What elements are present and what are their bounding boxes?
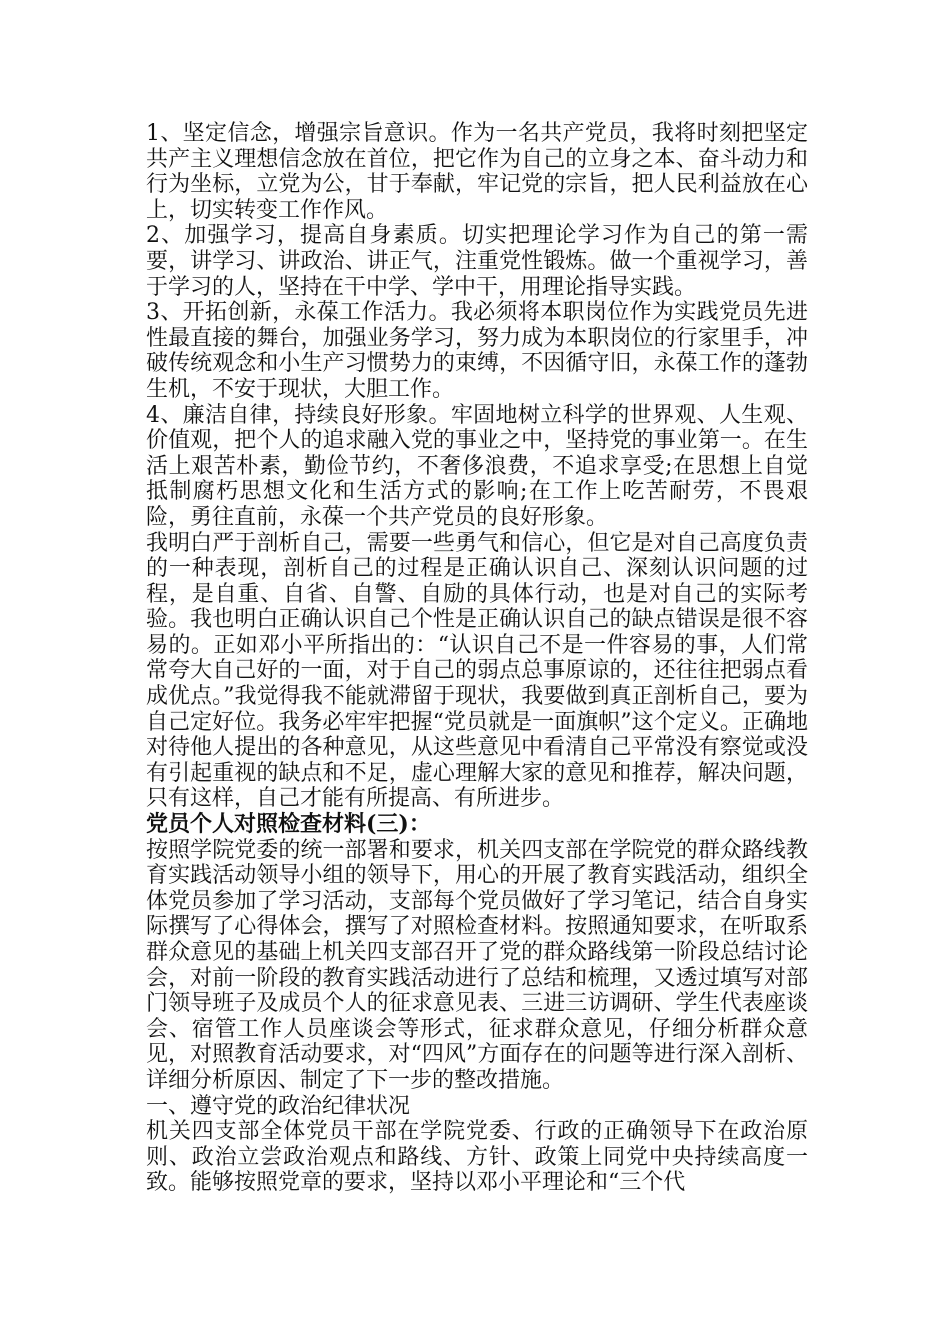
section-heading: 党员个人对照检查材料(三)： [146,811,431,838]
paragraph-strengthen-study: 2、加强学习，提高自身素质。切实把理论学习作为自己的第一需要，讲学习、讲政治、讲正气，注重党性锻炼。做一个重视学习，善于学习的人，坚持在干中学、学中干，用理论指导实践。 [146,223,808,300]
paragraph-branch-activities: 按照学院党委的统一部署和要求，机关四支部在学院党的群众路线教育实践活动领导小组的领导下，用心的开展了教育实践活动，组织全体党员参加了学习活动，支部每个党员做好了学习笔记，结合自身实际撰写了心得体会，撰写了对照检查材料。按照通知要求，在听取系群众意见的基础上机关四支部召开了党的群众路线第一阶段总结讨论会，对前一阶段的教育实践活动进行了总结和梳理，又透过填写对部门领导班子及成员个人的征求意见表、三进三访调研、学生代表座谈会、宿管工作人员座谈会等形式，征求群众意见，仔细分析群众意见，对照教育活动要求，对“四风”方面存在的问题等进行深入剖析、详细分析原因、制定了下一步的整改措施。 [146,837,808,1093]
paragraph-self-analysis: 我明白严于剖析自己，需要一些勇气和信心，但它是对自己高度负责的一种表现，剖析自己的过程是正确认识自己、深刻认识问题的过程，是自重、自省、自警、自励的具体行动，也是对自己的实际考验。我也明白正确认识自己个性是正确认识自己的缺点错误是很不容易的。正如邓小平所指出的：“认识自己不是一件容易的事，人们常常夸大自己好的一面，对于自己的弱点总事原谅的，还往往把弱点看成优点。”我觉得我不能就滞留于现状，我要做到真正剖析自己，要为自己定好位。我务必牢牢把握“党员就是一面旗帜”这个定义。正确地对待他人提出的各种意见，从这些意见中看清自己平常没有察觉或没有引起重视的缺点和不足，虚心理解大家的意见和推荐，解决问题，只有这样，自己才能有所提高、有所进步。 [146,530,808,812]
paragraph-political-discipline: 机关四支部全体党员干部在学院党委、行政的正确领导下在政治原则、政治立尝政治观点和路线、方针、政策上同党中央持续高度一致。能够按照党章的要求，坚持以邓小平理论和“三个代 [146,1119,808,1196]
paragraph-innovation: 3、开拓创新，永葆工作活力。我必须将本职岗位作为实践党员先进性最直接的舞台，加强业务学习，努力成为本职岗位的行家里手，冲破传统观念和小生产习惯势力的束缚，不因循守旧，永葆工作的蓬勃生机，不安于现状，大胆工作。 [146,300,808,402]
subheading-political-discipline: 一、遵守党的政治纪律状况 [146,1093,411,1119]
paragraph-firm-belief: 1、坚定信念，增强宗旨意识。作为一名共产党员，我将时刻把坚定共产主义理想信念放在首位，把它作为自己的立身之本、奋斗动力和行为坐标，立党为公，甘于奉献，牢记党的宗旨，把人民利益放在心上，切实转变工作作风。 [146,121,808,223]
document-body [146,121,808,1196]
paragraph-self-discipline: 4、廉洁自律，持续良好形象。牢固地树立科学的世界观、人生观、价值观，把个人的追求融入党的事业之中，坚持党的事业第一。在生活上艰苦朴素，勤俭节约，不奢侈浪费，不追求享受;在思想上自觉抵制腐朽思想文化和生活方式的影响;在工作上吃苦耐劳，不畏艰险，勇往直前，永葆一个共产党员的良好形象。 [146,402,808,530]
